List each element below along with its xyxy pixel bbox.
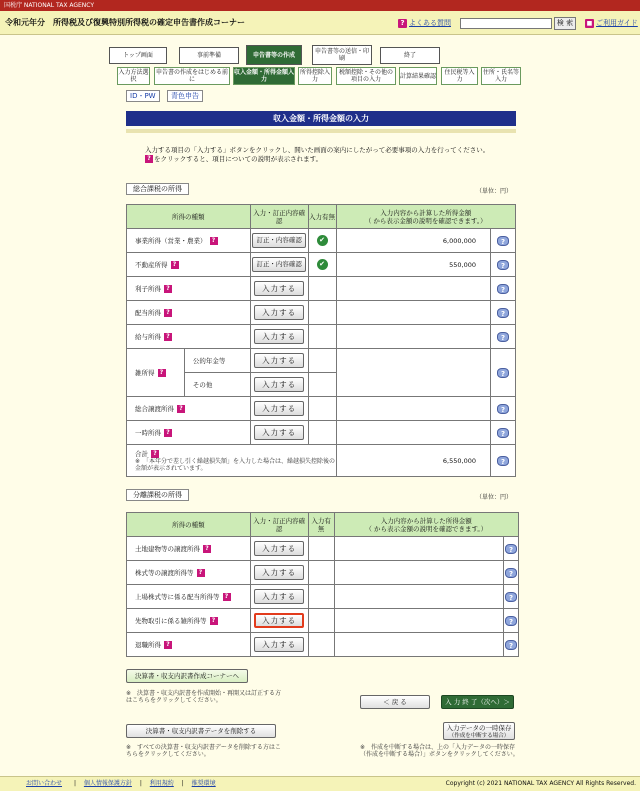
help-icon[interactable]: ? <box>497 368 509 378</box>
help-icon[interactable]: ? <box>497 456 509 466</box>
table-row <box>127 277 516 301</box>
footer-link-privacy[interactable]: 個人情報保護方針 <box>83 780 132 787</box>
question-icon[interactable]: ? <box>203 545 211 553</box>
table-row <box>127 633 519 657</box>
question-icon: ? <box>398 19 407 28</box>
row-label: 雑所得 ? <box>127 349 185 397</box>
amount-value <box>334 585 503 609</box>
amount-value: 6,000,000 <box>336 229 491 253</box>
check-icon: ✔ <box>317 259 328 270</box>
general-section-label: 総合課税の所得 <box>126 183 189 195</box>
help-icon[interactable]: ? <box>497 284 509 294</box>
row-label: 事業所得（営業・農業） ? <box>127 229 251 253</box>
header-input: 入力・訂正内容確認 <box>250 205 308 229</box>
total-label: 合計 ? ※ 「本年分で差し引く繰越損失額」を入力した場合は、繰越損失控除後の金額が表示されています。 <box>127 445 337 477</box>
help-icon[interactable]: ? <box>505 640 517 650</box>
input-transfer-button[interactable]: 入力する <box>254 401 304 416</box>
substep-method: 入力方法選択 <box>118 69 149 83</box>
save-note: ※ 作成を中断する場合は、上の「入力データの一時保存（作成を中断する場合）」ボタンをクリックしてください。 <box>360 744 519 758</box>
row-label: 上場株式等に係る配当所得等 ? <box>127 585 251 609</box>
header-amount: 入力内容から計算した所得金額 （ から表示金額の説明を確認できます。） <box>334 513 518 537</box>
question-icon[interactable]: ? <box>158 369 166 377</box>
header <box>0 11 640 35</box>
row-label: 総合譲渡所得 ? <box>127 397 251 421</box>
header-amount: 入力内容から計算した所得金額 （ から表示金額の説明を確認できます。） <box>336 205 516 229</box>
substep-resident-tax: 住民税等入力 <box>441 67 478 85</box>
amount-value <box>334 561 503 585</box>
general-income-table <box>126 204 516 477</box>
step-top: トップ画面 <box>109 47 167 64</box>
question-icon[interactable]: ? <box>210 617 218 625</box>
footer: お問い合わせ | 個人情報保護方針 | 利用規約 | 推奨環境 Copyright (c) 2021 NATIONAL TAX AGENCY All Rights Reserved. <box>0 776 640 791</box>
question-icon[interactable]: ? <box>210 237 218 245</box>
input-misc-other-button[interactable]: 入力する <box>254 377 304 392</box>
help-icon[interactable]: ? <box>505 568 517 578</box>
general-unit: （単位：円） <box>476 188 513 195</box>
amount-value <box>336 277 491 301</box>
row-label: 不動産所得 ? <box>127 253 251 277</box>
question-icon[interactable]: ? <box>164 309 172 317</box>
input-futures-button[interactable]: 入力する <box>254 613 304 628</box>
input-pension-button[interactable]: 入力する <box>254 353 304 368</box>
kessan-corner-button[interactable]: 決算書・収支内訳書作成コーナーへ <box>126 669 248 683</box>
question-icon[interactable]: ? <box>223 593 231 601</box>
substep-income: 収入金額・所得金額入力 <box>234 69 295 83</box>
row-label: 配当所得 ? <box>127 301 251 325</box>
table-header <box>127 205 516 229</box>
table-row <box>127 253 516 277</box>
help-icon[interactable]: ? <box>497 260 509 270</box>
table-row <box>127 537 519 561</box>
footer-link-contact[interactable]: お問い合わせ <box>26 780 63 787</box>
help-icon[interactable]: ? <box>497 404 509 414</box>
separate-unit: （単位：円） <box>476 494 513 501</box>
intro-text: 入力する項目の「入力する」ボタンをクリックし、開いた画面の案内にしたがって必要事項の入力を行ってください。 ? をクリックすると、項目についての説明が表示されます。 <box>145 146 490 163</box>
row-label: 退職所得 ? <box>127 633 251 657</box>
next-button[interactable]: 入 力 終 了（次へ）＞ <box>441 695 514 709</box>
help-icon[interactable]: ? <box>497 236 509 246</box>
substep-deduction: 所得控除入力 <box>299 69 330 83</box>
table-row <box>127 561 519 585</box>
footer-link-terms[interactable]: 利用規約 <box>149 780 174 787</box>
question-icon: ? <box>145 155 153 163</box>
copyright: Copyright (c) 2021 NATIONAL TAX AGENCY All Rights Reserved. <box>445 780 636 787</box>
blue-return-button[interactable]: 青色申告 <box>167 90 203 102</box>
edit-real-estate-button[interactable]: 訂正・内容確認 <box>252 257 306 272</box>
amount-value <box>336 301 491 325</box>
amount-value <box>334 633 503 657</box>
table-row <box>127 421 516 445</box>
input-dividend-button[interactable]: 入力する <box>254 305 304 320</box>
help-icon[interactable]: ? <box>505 592 517 602</box>
sub-label: 公的年金等 <box>184 349 250 373</box>
question-icon[interactable]: ? <box>171 261 179 269</box>
table-row <box>127 349 516 373</box>
step-create: 申告書等の作成 <box>246 45 302 65</box>
input-retirement-button[interactable]: 入力する <box>254 637 304 652</box>
question-icon[interactable]: ? <box>164 641 172 649</box>
row-label: 一時所得 ? <box>127 421 251 445</box>
agency-logo: 国税庁 NATIONAL TAX AGENCY <box>4 2 95 9</box>
amount-value <box>334 537 503 561</box>
amount-value <box>336 421 491 445</box>
row-label: 利子所得 ? <box>127 277 251 301</box>
step-prep: 事前準備 <box>179 47 239 64</box>
header-input: 入力・訂正内容確認 <box>250 513 308 537</box>
guide-link[interactable]: ■ ご利用ガイド <box>586 19 638 27</box>
search-button[interactable]: 検 索 <box>554 17 576 30</box>
agency-bar <box>0 0 640 11</box>
banner-divider <box>126 129 516 133</box>
save-temp-button[interactable]: 入力データの一時保存 （作成を中断する場合） <box>443 722 515 740</box>
page-title: 令和元年分 所得税及び復興特別所得税の確定申告書作成コーナー <box>5 18 245 27</box>
row-label: 土地建物等の譲渡所得 ? <box>127 537 251 561</box>
table-row <box>127 585 519 609</box>
question-icon[interactable]: ? <box>177 405 185 413</box>
input-salary-button[interactable]: 入力する <box>254 329 304 344</box>
amount-value <box>336 325 491 349</box>
total-amount: 6,550,000 <box>336 445 491 477</box>
input-stock-button[interactable]: 入力する <box>254 565 304 580</box>
help-icon[interactable]: ? <box>505 616 517 626</box>
delete-note: ※ すべての決算書・収支内訳書データを削除する方はこちらをクリックしてください。 <box>126 744 281 758</box>
faq-link[interactable]: ? よくある質問 <box>398 18 451 28</box>
substep-address: 住所・氏名等入力 <box>482 69 519 83</box>
amount-value <box>336 397 491 421</box>
row-label: 先物取引に係る雑所得等 ? <box>127 609 251 633</box>
table-row <box>127 397 516 421</box>
input-listed-dividend-button[interactable]: 入力する <box>254 589 304 604</box>
question-icon[interactable]: ? <box>151 450 159 458</box>
amount-value <box>334 609 503 633</box>
header-has: 入力有無 <box>308 205 336 229</box>
delete-data-button[interactable]: 決算書・収支内訳書データを削除する <box>126 724 276 738</box>
step-end: 終了 <box>380 47 440 64</box>
table-header <box>127 513 519 537</box>
edit-business-button[interactable]: 訂正・内容確認 <box>252 233 306 248</box>
header-type: 所得の種類 <box>127 205 251 229</box>
step-send: 申告書等の送信・印刷 <box>312 45 372 65</box>
help-icon[interactable]: ? <box>497 428 509 438</box>
kessan-note: ※ 決算書・収支内訳書を作成開始・再開又は訂正する方はこちらをクリックしてください。 <box>126 690 282 704</box>
help-icon[interactable]: ? <box>497 308 509 318</box>
id-pw-button[interactable]: ID・PW <box>126 90 160 102</box>
separate-income-table <box>126 512 519 657</box>
search-input[interactable] <box>460 18 552 29</box>
amount-value <box>336 349 491 397</box>
row-label: 株式等の譲渡所得等 ? <box>127 561 251 585</box>
help-icon[interactable]: ? <box>497 332 509 342</box>
question-icon[interactable]: ? <box>164 429 172 437</box>
question-icon[interactable]: ? <box>197 569 205 577</box>
header-has: 入力有無 <box>308 513 334 537</box>
substep-tax-credit: 税額控除・その他の項目の入力 <box>336 67 396 85</box>
separate-section-label: 分離課税の所得 <box>126 489 189 501</box>
question-icon[interactable]: ? <box>164 285 172 293</box>
input-land-building-button[interactable]: 入力する <box>254 541 304 556</box>
check-icon: ✔ <box>317 235 328 246</box>
section-banner: 収入金額・所得金額の入力 <box>126 111 516 126</box>
table-row <box>127 325 516 349</box>
footer-link-env[interactable]: 推奨環境 <box>191 780 216 787</box>
guide-icon: ■ <box>586 19 593 27</box>
table-row <box>127 301 516 325</box>
question-icon[interactable]: ? <box>164 333 172 341</box>
substep-before: 申告書の作成をはじめる前に <box>155 69 228 83</box>
input-temporary-button[interactable]: 入力する <box>254 425 304 440</box>
amount-value: 550,000 <box>336 253 491 277</box>
header-type: 所得の種類 <box>127 513 251 537</box>
row-label: 給与所得 ? <box>127 325 251 349</box>
substep-result: 計算結果確認 <box>399 67 437 85</box>
input-interest-button[interactable]: 入力する <box>254 281 304 296</box>
table-row <box>127 609 519 633</box>
help-icon[interactable]: ? <box>505 544 517 554</box>
total-row <box>127 445 516 477</box>
sub-label: その他 <box>184 373 250 397</box>
back-button[interactable]: ＜ 戻 る <box>360 695 430 709</box>
table-row <box>127 229 516 253</box>
